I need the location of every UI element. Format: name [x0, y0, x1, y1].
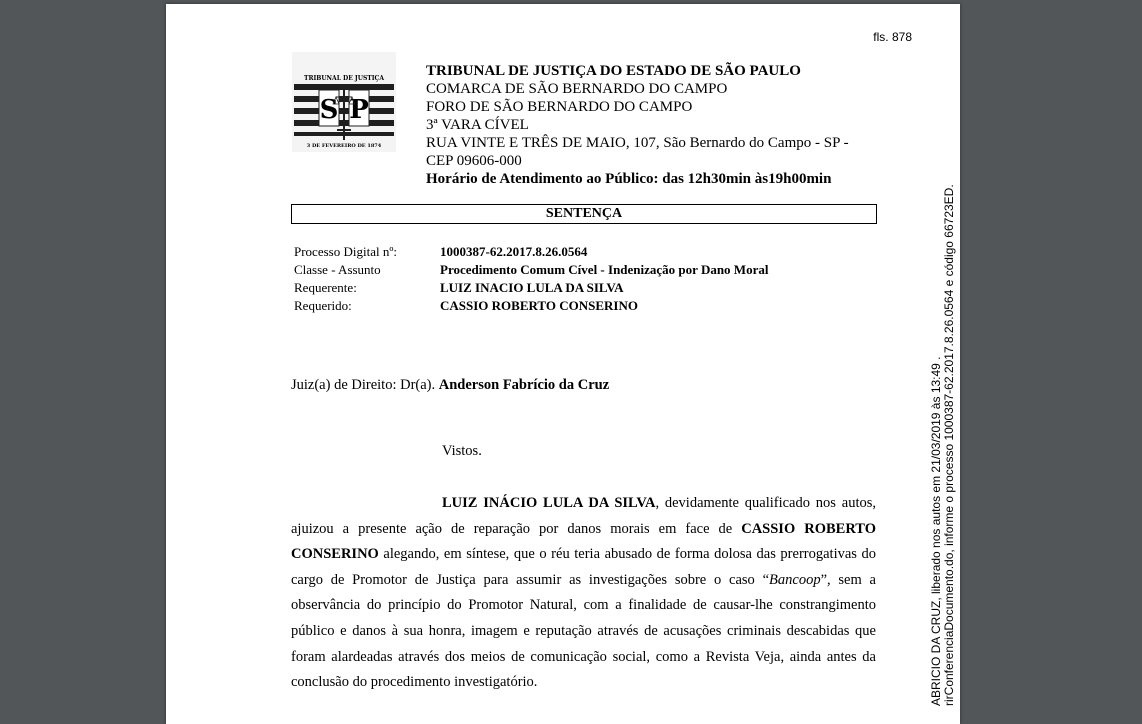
- case-info-row: [294, 297, 768, 315]
- defendant-name: CASSIO ROBERTO CONSERINO: [291, 520, 876, 563]
- judge-name: Anderson Fabrício da Cruz: [438, 377, 610, 393]
- court-name: TRIBUNAL DE JUSTIÇA DO ESTADO DE SÃO PAULO: [426, 63, 801, 79]
- office-hours: Horário de Atendimento ao Público: das 12h30min às19h00min: [426, 171, 832, 187]
- case-info-row: [294, 279, 768, 297]
- foro: FORO DE SÃO BERNARDO DO CAMPO: [426, 99, 693, 115]
- vara: 3ª VARA CÍVEL: [426, 117, 529, 133]
- folio-number: fls. 878: [873, 30, 912, 44]
- vistos: Vistos.: [442, 443, 482, 459]
- plaintiff-name: LUIZ INÁCIO LULA DA SILVA: [442, 495, 656, 511]
- case-info: [294, 243, 768, 315]
- tjsp-logo: [292, 52, 396, 152]
- address-line-2: CEP 09606-000: [426, 153, 522, 169]
- comarca: COMARCA DE SÃO BERNARDO DO CAMPO: [426, 81, 728, 97]
- logo-letter-s: S: [319, 95, 339, 125]
- signature-line-1: ABRICIO DA CRUZ, liberado nos autos em 21/03/2019 às 13:49 .: [929, 356, 943, 706]
- court-header: [426, 62, 856, 188]
- case-name: Bancoop: [769, 571, 821, 588]
- case-info-label: Requerente:: [294, 280, 357, 295]
- judge-line: [291, 377, 609, 394]
- paragraph-text: ”, sem a observância do princípio do Promotor Natural, com a finalidade de causar-lhe constrangimento público e danos à sua honra, imagem e reputação através de acusações criminais descabidas que foram alardeadas através dos meios de comunicação social, como a Revista Veja, ainda antes da conclusão do procedimento investigatório.: [291, 571, 876, 691]
- logo-top-text: TRIBUNAL DE JUSTIÇA: [304, 75, 384, 82]
- logo-bottom-text: 3 DE FEVEREIRO DE 1874: [306, 143, 382, 149]
- digital-signature-note: [930, 184, 955, 706]
- case-info-value: CASSIO ROBERTO CONSERINO: [440, 298, 638, 313]
- case-info-label: Requerido:: [294, 298, 352, 313]
- judge-label: Juiz(a) de Direito: Dr(a).: [291, 377, 436, 393]
- address-line-1: RUA VINTE E TRÊS DE MAIO, 107, São Bernardo do Campo - SP -: [426, 135, 849, 151]
- sentence-paragraph: [291, 491, 876, 696]
- case-info-label: Classe - Assunto: [294, 262, 381, 277]
- logo-letter-p: P: [349, 95, 369, 125]
- case-info-label: Processo Digital nº:: [294, 244, 397, 259]
- case-info-value: Procedimento Comum Cível - Indenização por Dano Moral: [440, 262, 769, 277]
- paragraph-text: , devidamente qualificado nos autos, ajuizou a presente ação de reparação por danos morais em face de: [291, 495, 876, 537]
- signature-line-2: rirConferenciaDocumento.do, informe o processo 1000387-62.2017.8.26.0564 e código 66723ED.: [941, 184, 956, 706]
- case-info-value: 1000387-62.2017.8.26.0564: [440, 244, 588, 259]
- case-info-value: LUIZ INACIO LULA DA SILVA: [440, 280, 624, 295]
- paragraph-text: alegando, em síntese, que o réu teria abusado de forma dolosa das prerrogativas do cargo de Promotor de Justiça para assumir as investigações sobre o caso “: [291, 546, 876, 588]
- case-info-row: [294, 243, 768, 261]
- case-info-row: [294, 261, 768, 279]
- document-title: SENTENÇA: [291, 204, 877, 224]
- document-page: [166, 4, 960, 724]
